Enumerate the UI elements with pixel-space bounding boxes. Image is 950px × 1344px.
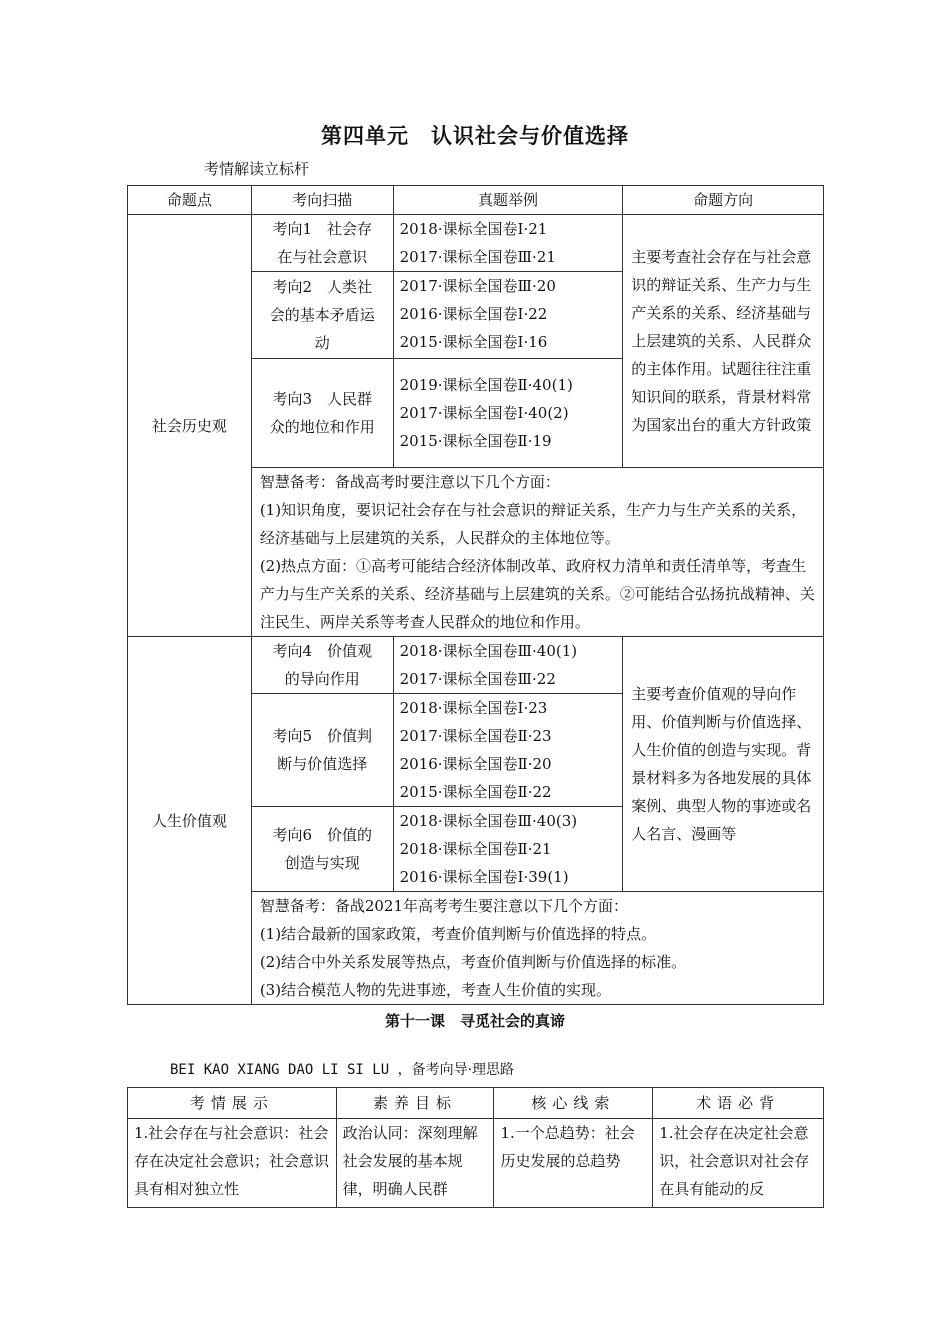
prep-note-cell: 智慧备考：备战高考时要注意以下几个方面： (1)知识角度，要识记社会存在与社会意识的辩证关系，生产力与生产关系的关系，经济基础与上层建筑的关系，人民群众的主体地位等。 (2)热点方面：①高考可能结合经济体制改革、政府权力清单和责任清单等，考查生产力与生产关系的关系、经济基础与上层建筑的关系。②可能结合弘扬抗战精神、关注民生、两岸关系等考查人民群众的地位和作用。: [251, 468, 823, 637]
table-cell: 1.一个总趋势：社会历史发展的总趋势: [494, 1119, 653, 1208]
topic-cell: 社会历史观: [128, 215, 252, 637]
lesson-overview-table: [127, 1087, 824, 1208]
topic-cell: 人生价值观: [128, 637, 252, 1005]
direction-cell: 考向3 人民群 众的地位和作用: [251, 359, 393, 468]
unit-title: 第四单元 认识社会与价值选择: [321, 123, 629, 148]
reference-cell: 2018·课标全国卷Ⅲ·40(3) 2018·课标全国卷Ⅱ·21 2016·课标全国卷Ⅰ·39(1): [393, 807, 623, 892]
direction-cell: 考向2 人类社 会的基本矛盾运 动: [251, 272, 393, 359]
table-header-row: [128, 1088, 824, 1119]
table-row: [128, 1119, 824, 1208]
direction-cell: 考向5 价值判 断与价值选择: [251, 694, 393, 807]
section-label: 考情解读立标杆: [204, 160, 310, 178]
reference-cell: 2018·课标全国卷Ⅰ·23 2017·课标全国卷Ⅱ·23 2016·课标全国卷Ⅱ·20 2015·课标全国卷Ⅱ·22: [393, 694, 623, 807]
header-cell: 核心线索: [494, 1088, 653, 1119]
table-row: [128, 215, 824, 272]
direction-cell: 考向4 价值观 的导向作用: [251, 637, 393, 694]
lesson-title: 第十一课 寻觅社会的真谛: [384, 1012, 565, 1030]
direction-text-cell: 主要考查价值观的导向作用、价值判断与价值选择、人生价值的创造与实现。背景材料多为各地发展的具体案例、典型人物的事迹或名人名言、漫画等: [623, 637, 824, 892]
direction-cell: 考向1 社会存 在与社会意识: [251, 215, 393, 272]
reference-cell: 2019·课标全国卷Ⅱ·40(1) 2017·课标全国卷Ⅰ·40(2) 2015·课标全国卷Ⅱ·19: [393, 359, 623, 468]
exam-analysis-table: [127, 185, 824, 1005]
table-header-row: [128, 186, 824, 215]
table-cell: 政治认同：深刻理解社会发展的基本规律，明确人民群: [336, 1119, 494, 1208]
direction-text-cell: 主要考查社会存在与社会意识的辩证关系、生产力与生产关系的关系、经济基础与上层建筑的关系、人民群众的主体作用。试题往往注重知识间的联系，背景材料常为国家出台的重大方针政策: [623, 215, 824, 468]
header-cell: 考向扫描: [251, 186, 393, 215]
table-cell: 1.社会存在决定社会意识，社会意识对社会存在具有能动的反: [653, 1119, 824, 1208]
header-cell: 命题方向: [623, 186, 824, 215]
header-cell: 命题点: [128, 186, 252, 215]
header-cell: 素养目标: [336, 1088, 494, 1119]
guide-chinese: ，备考向导·理思路: [397, 1062, 515, 1078]
header-cell: 考情展示: [128, 1088, 337, 1119]
reference-cell: 2017·课标全国卷Ⅲ·20 2016·课标全国卷Ⅰ·22 2015·课标全国卷Ⅰ·16: [393, 272, 623, 359]
guide-pinyin: BEI KAO XIANG DAO LI SI LU: [170, 1062, 390, 1078]
header-cell: 术语必背: [653, 1088, 824, 1119]
header-cell: 真题举例: [393, 186, 623, 215]
table-row: [128, 637, 824, 694]
prep-note-cell: 智慧备考：备战2021年高考考生要注意以下几个方面： (1)结合最新的国家政策，考查价值判断与价值选择的特点。 (2)结合中外关系发展等热点，考查价值判断与价值选择的标准。 (3)结合模范人物的先进事迹，考查人生价值的实现。: [251, 892, 823, 1005]
reference-cell: 2018·课标全国卷Ⅰ·21 2017·课标全国卷Ⅲ·21: [393, 215, 623, 272]
reference-cell: 2018·课标全国卷Ⅲ·40(1) 2017·课标全国卷Ⅲ·22: [393, 637, 623, 694]
table-cell: 1.社会存在与社会意识：社会存在决定社会意识；社会意识具有相对独立性: [128, 1119, 337, 1208]
direction-cell: 考向6 价值的 创造与实现: [251, 807, 393, 892]
guide-heading: [170, 1059, 514, 1079]
